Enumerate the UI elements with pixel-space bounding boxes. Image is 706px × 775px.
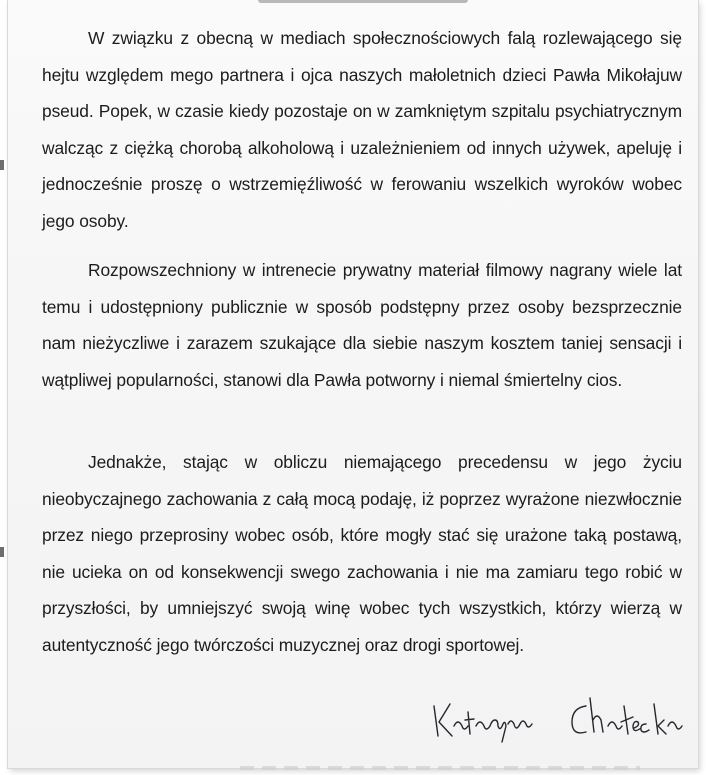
page-edge-mark xyxy=(0,160,4,170)
paragraph-3: Jednakże, stając w obliczu niemającego precedensu w jego życiu nieobyczajnego zachowania z całą mocą podaję, iż poprzez wyrażone niezwłocznie przez niego przeprosiny wobec osób, które mogły stać się urażone taką postawą, nie ucieka on od konsekwencji swego zachowania i nie ma zamiaru tego robić w przyszłości, by umniejszyć swoją winę wobec tych wszystkich, którzy wierzą w autentyczność jego twórczości muzycznej oraz drogi sportowej. xyxy=(42,452,682,655)
bleed-through-text xyxy=(240,766,640,770)
top-edge-shadow xyxy=(258,0,468,3)
letter-sheet xyxy=(8,0,698,768)
paragraph-1: W związku z obecną w mediach społecznościowych falą rozlewającego się hejtu względem mego partnera i ojca naszych małoletnich dzieci Pawła Mikołajuw pseud. Popek, w czasie kiedy pozostaje on w zamkniętym szpitalu psychiatrycznym walcząc z ciężką chorobą alkoholową i uzależnieniem od innych używek, apeluję i jednocześnie proszę o wstrzemięźliwość w ferowaniu wszelkich wyroków wobec jego osoby. xyxy=(42,28,682,231)
paragraph-2: Rozpowszechniony w intrenecie prywatny materiał filmowy nagrany wiele lat temu i udostępniony publicznie w sposób podstępny przez osoby bezsprzecznie nam nieżyczliwe i zarazem szukające dla siebie naszym kosztem taniej sensacji i wątpliwej popularności, stanowi dla Pawła potworny i niemal śmiertelny cios. xyxy=(42,260,682,390)
page-edge-mark xyxy=(0,547,4,557)
handwritten-signature xyxy=(428,692,706,752)
